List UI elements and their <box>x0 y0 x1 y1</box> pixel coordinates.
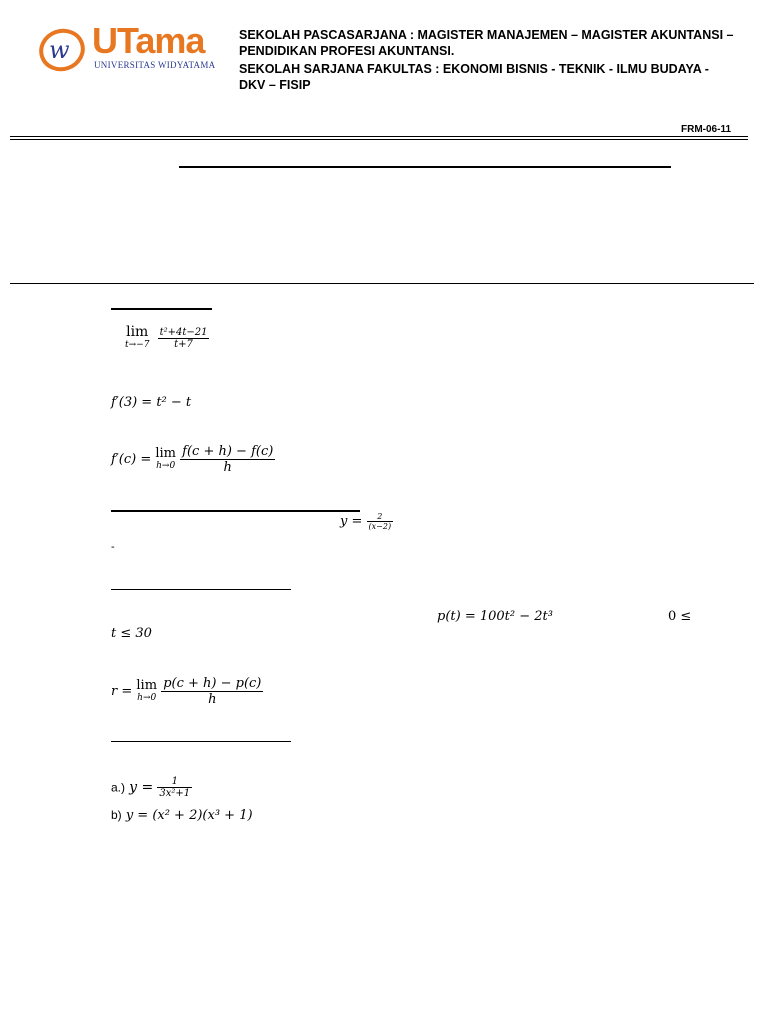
header-block <box>239 27 754 93</box>
problem-1-heading-line <box>111 308 212 310</box>
fraction-denominator: h <box>161 691 263 707</box>
fraction-denominator: 3x²+1 <box>159 788 191 799</box>
limit-symbol: lim <box>126 324 149 340</box>
header-divider-bottom <box>10 139 748 140</box>
fraction-denominator: t+7 <box>158 338 210 350</box>
brand-subtitle: UNIVERSITAS WIDYATAMA <box>94 60 216 70</box>
problem-7b <box>111 808 253 823</box>
header-line-1: SEKOLAH PASCASARJANA : MAGISTER MANAJEMEN – MAGISTER AKUNTANSI – <box>239 28 734 42</box>
fraction-numerator: t²+4t−21 <box>159 327 208 338</box>
fraction-numerator: 2 <box>377 512 383 521</box>
problem-5-heading-line <box>111 589 291 590</box>
item-label-b: b) <box>111 808 122 822</box>
product-expression: y = (x² + 2)(x³ + 1) <box>125 808 253 823</box>
header-line-2: PENDIDIKAN PROFESI AKUNTANSI. <box>239 44 455 58</box>
problem-6-rate <box>111 676 263 707</box>
problem-7-heading-line <box>111 741 291 742</box>
fraction-denominator: h <box>180 459 275 475</box>
header-divider-top <box>10 136 748 137</box>
function-left: y = <box>129 779 154 796</box>
problem-5-range-start: 0 ≤ <box>668 609 692 624</box>
problem-2-expression: f′(3) = t² − t <box>111 395 192 410</box>
limit-symbol: lim <box>136 677 158 693</box>
problem-7a <box>111 776 192 799</box>
dash-mark: - <box>111 541 115 553</box>
limit-subscript: h→0 <box>156 460 176 471</box>
svg-text:w: w <box>49 36 70 64</box>
limit-subscript: h→0 <box>137 692 157 703</box>
problem-5-function: p(t) = 100t² − 2t³ <box>437 609 553 624</box>
brand-name: UTama <box>92 20 205 61</box>
fraction-numerator: p(c + h) − p(c) <box>163 676 262 691</box>
problem-4-function <box>340 512 393 531</box>
widyatama-mark-icon <box>38 26 86 74</box>
limit-symbol: lim <box>155 445 177 461</box>
problem-1-limit <box>125 326 209 351</box>
title-underline <box>179 166 671 168</box>
section-divider <box>10 283 754 284</box>
definition-left: f′(c) = <box>111 452 152 467</box>
header-line-4: DKV – FISIP <box>239 78 311 92</box>
fraction-numerator: f(c + h) − f(c) <box>182 444 274 459</box>
form-code: FRM-06-11 <box>681 124 732 135</box>
problem-3-definition <box>111 444 275 475</box>
header-line-3: SEKOLAH SARJANA FAKULTAS : EKONOMI BISNIS - TEKNIK - ILMU BUDAYA - <box>239 62 709 76</box>
fraction-numerator: 1 <box>171 776 178 787</box>
limit-subscript: t→−7 <box>125 340 150 350</box>
function-left: y = <box>340 514 363 529</box>
university-logo <box>38 20 233 74</box>
problem-4-heading-line <box>111 510 360 512</box>
fraction-denominator: (x−2) <box>368 522 392 531</box>
problem-5-range-end: t ≤ 30 <box>111 626 152 641</box>
rate-left: r = <box>111 684 133 699</box>
item-label-a: a.) <box>111 780 126 795</box>
